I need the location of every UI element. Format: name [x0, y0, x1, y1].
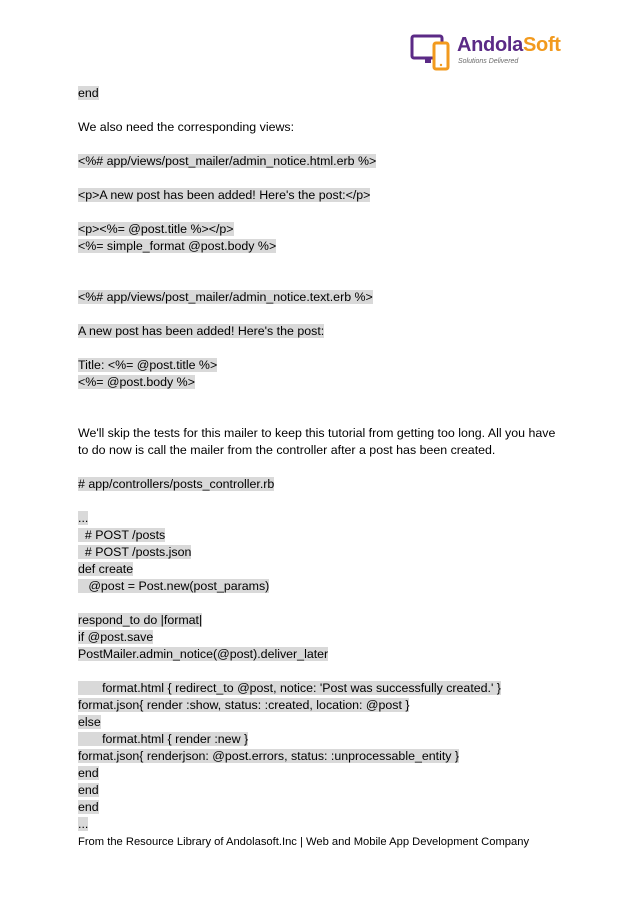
- controller-code-block: [78, 510, 568, 833]
- controller-path-comment: # app/controllers/posts_controller.rb: [78, 477, 275, 491]
- code-line: PostMailer.admin_notice(@post).deliver_later: [78, 647, 329, 661]
- views-intro-text: We also need the corresponding views:: [78, 120, 295, 134]
- html-erb-comment: <%# app/views/post_mailer/admin_notice.html.erb %>: [78, 154, 377, 168]
- text-erb-body-line: <%= @post.body %>: [78, 375, 195, 389]
- html-erb-paragraph: <p>A new post has been added! Here's the post:</p>: [78, 188, 371, 202]
- skip-tests-paragraph: We'll skip the tests for this mailer to keep this tutorial from getting too long. All you have to do now is call the mailer from the controller after a post has been created.: [78, 426, 556, 457]
- html-erb-title-line: <p><%= @post.title %></p>: [78, 222, 234, 236]
- code-line: format.html { render :new }: [78, 732, 249, 746]
- logo-wordmark: [457, 34, 561, 57]
- code-line: format.json{ renderjson: @post.errors, status: :unprocessable_entity }: [78, 749, 460, 763]
- document-body: [78, 85, 568, 833]
- code-line: respond_to do |format|: [78, 613, 203, 627]
- andolasoft-logo: [410, 33, 565, 73]
- html-erb-body-line: <%= simple_format @post.body %>: [78, 239, 277, 253]
- code-line: format.html { redirect_to @post, notice: 'Post was successfully created.' }: [78, 681, 501, 695]
- code-line: def create: [78, 562, 134, 576]
- code-line: end: [78, 783, 99, 797]
- text-erb-title-line: Title: <%= @post.title %>: [78, 358, 218, 372]
- code-line: # POST /posts.json: [78, 545, 192, 559]
- code-line: if @post.save: [78, 630, 154, 644]
- logo-brand-part1: Andola: [457, 34, 523, 56]
- logo-tagline: Solutions Delivered: [458, 58, 519, 65]
- code-line: @post = Post.new(post_params): [78, 579, 270, 593]
- code-line-end: end: [78, 86, 99, 100]
- text-erb-comment: <%# app/views/post_mailer/admin_notice.text.erb %>: [78, 290, 373, 304]
- code-line: format.json{ render :show, status: :created, location: @post }: [78, 698, 410, 712]
- page-footer: From the Resource Library of Andolasoft.Inc | Web and Mobile App Development Company: [78, 836, 530, 848]
- code-line: end: [78, 766, 99, 780]
- code-line: end: [78, 800, 99, 814]
- code-line: ...: [78, 511, 89, 525]
- text-erb-line: A new post has been added! Here's the post:: [78, 324, 325, 338]
- code-line: else: [78, 715, 101, 729]
- logo-brand-part2: Soft: [522, 34, 561, 56]
- logo-device-icon: [410, 33, 454, 71]
- code-line: # POST /posts: [78, 528, 166, 542]
- code-line: ...: [78, 817, 89, 831]
